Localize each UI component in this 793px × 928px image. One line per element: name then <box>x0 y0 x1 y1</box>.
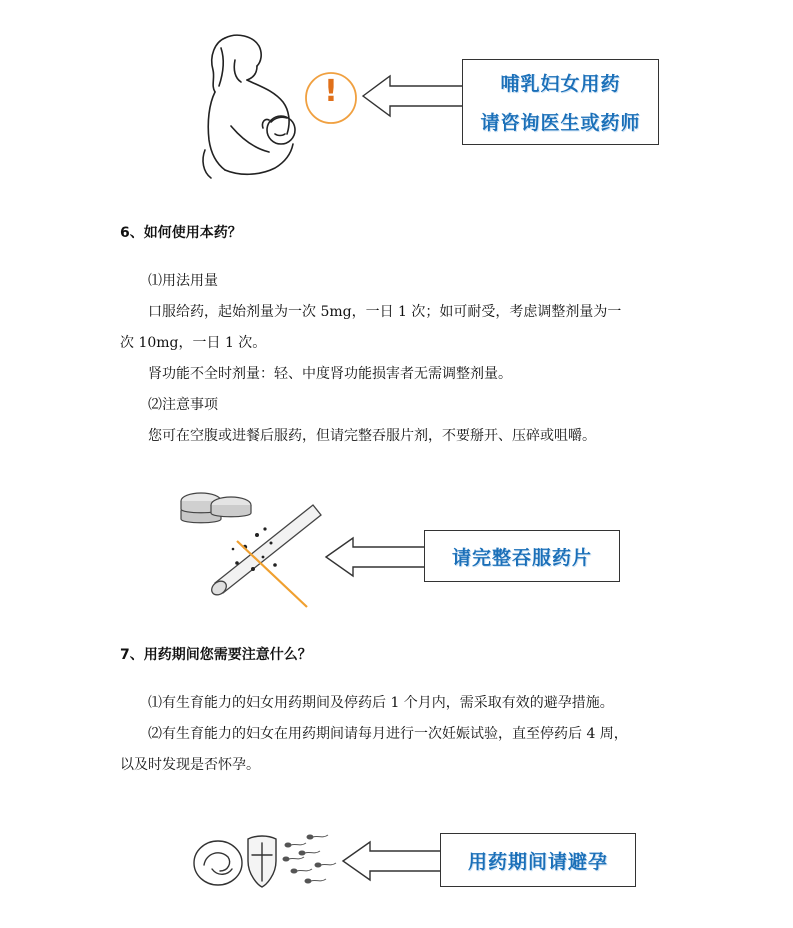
callout-text: 用药期间请避孕 <box>467 850 608 873</box>
section-6-sub2: ⑵注意事项 <box>148 397 218 413</box>
section-6-p1-line1: 口服给药，起始剂量为一次 5mg，一日 1 次；如可耐受，考虑调整剂量为一 <box>148 304 622 320</box>
callout-breastfeeding <box>462 59 659 145</box>
contraception-figure <box>190 825 640 895</box>
left-arrow-icon <box>325 537 427 577</box>
section-7-p2-line1: ⑵有生育能力的妇女在用药期间请每月进行一次妊娠试验，直至停药后 4 周， <box>148 726 628 742</box>
callout-text: 请完整吞服药片 <box>451 546 592 569</box>
section-6-heading: 6、如何使用本药？ <box>120 225 242 241</box>
left-arrow-icon <box>362 75 464 117</box>
callout-line-1: 哺乳妇女用药 <box>500 73 621 95</box>
section-6-p2: 肾功能不全时剂量：轻、中度肾功能损害者无需调整剂量。 <box>148 366 512 382</box>
tablet-figure <box>175 485 625 615</box>
callout-swallow-whole <box>424 530 620 582</box>
section-6-p3: 您可在空腹或进餐后服药，但请完整吞服片剂，不要掰开、压碎或咀嚼。 <box>148 428 596 444</box>
callout-line-2: 请咨询医生或药师 <box>480 112 641 134</box>
section-6-sub1: ⑴用法用量 <box>148 273 218 289</box>
section-7-heading: 7、用药期间您需要注意什么？ <box>120 647 312 663</box>
section-7-p1: ⑴有生育能力的妇女用药期间及停药后 1 个月内，需采取有效的避孕措施。 <box>148 695 614 711</box>
contraception-icon <box>190 825 340 895</box>
callout-contraception <box>440 833 636 887</box>
warning-mark: ! <box>324 74 338 109</box>
left-arrow-icon <box>342 841 444 881</box>
breastfeeding-mother-icon <box>195 30 305 180</box>
breastfeeding-figure <box>195 30 665 180</box>
crushed-tablet-icon <box>175 485 325 615</box>
section-6-p1-line2: 次 10mg，一日 1 次。 <box>120 335 267 351</box>
section-7-p2-line2: 以及时发现是否怀孕。 <box>120 757 260 773</box>
